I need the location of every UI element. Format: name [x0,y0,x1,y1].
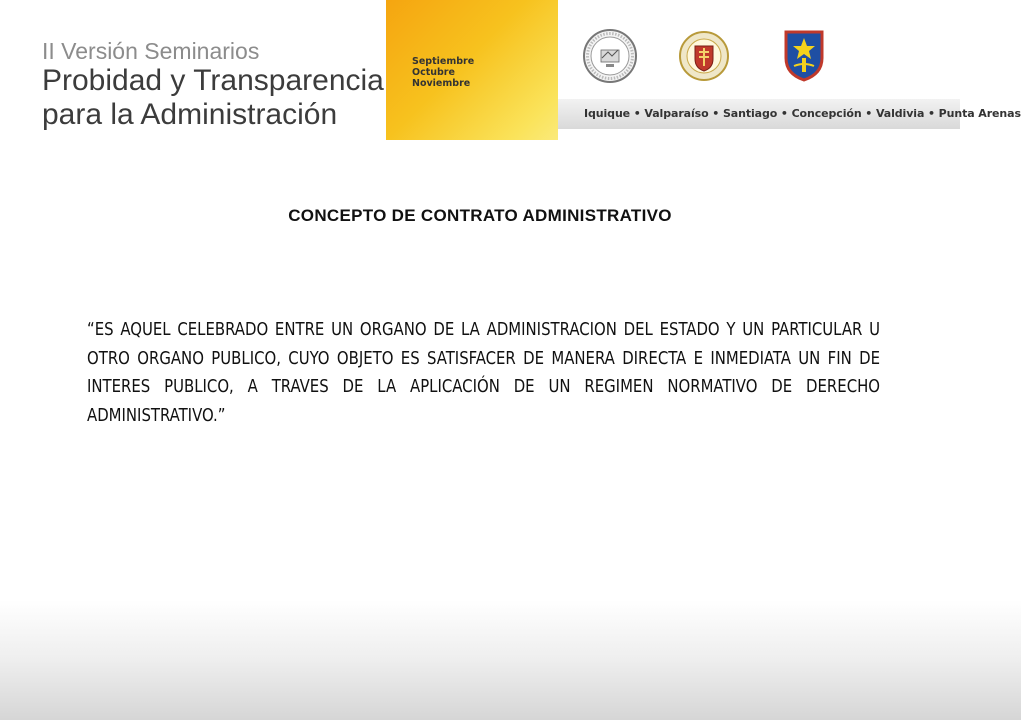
seminar-subtitle: II Versión Seminarios [42,38,260,64]
contraloria-seal-icon [582,28,638,84]
logo-strip [558,0,960,96]
university-shield-icon [782,28,826,84]
month-september: Septiembre [412,56,475,67]
month-november: Noviembre [412,78,471,89]
date-panel [386,0,558,140]
cities-bar [558,99,1021,129]
header-title-block [42,38,384,132]
definition-paragraph: “ES AQUEL CELEBRADO ENTRE UN ORGANO DE LA ADMINISTRACION DEL ESTADO Y UN PARTICULAR U OTRO ORGANO PUBLICO, CUYO OBJETO ES SATISFACER DE MANERA DIRECTA E INMEDIATA UN FIN DE INTERES PUBLICO, A TRAVES DE LA APLICACIÓN DE UN REGIMEN NORMATIVO DE DERECHO ADMINISTRATIVO.” [87,319,881,426]
event-banner [386,0,1021,140]
section-heading: CONCEPTO DE CONTRATO ADMINISTRATIVO [288,206,672,225]
seminar-title-line2: para la Administración [42,98,338,131]
seminar-title-line1: Probidad y Transparencia [42,64,384,97]
cities-list: Iquique • Valparaíso • Santiago • Concepción • Valdivia • Punta Arenas [584,107,1021,120]
month-october: Octubre [412,67,455,78]
university-seal-icon [678,28,730,84]
months-list [412,56,474,89]
